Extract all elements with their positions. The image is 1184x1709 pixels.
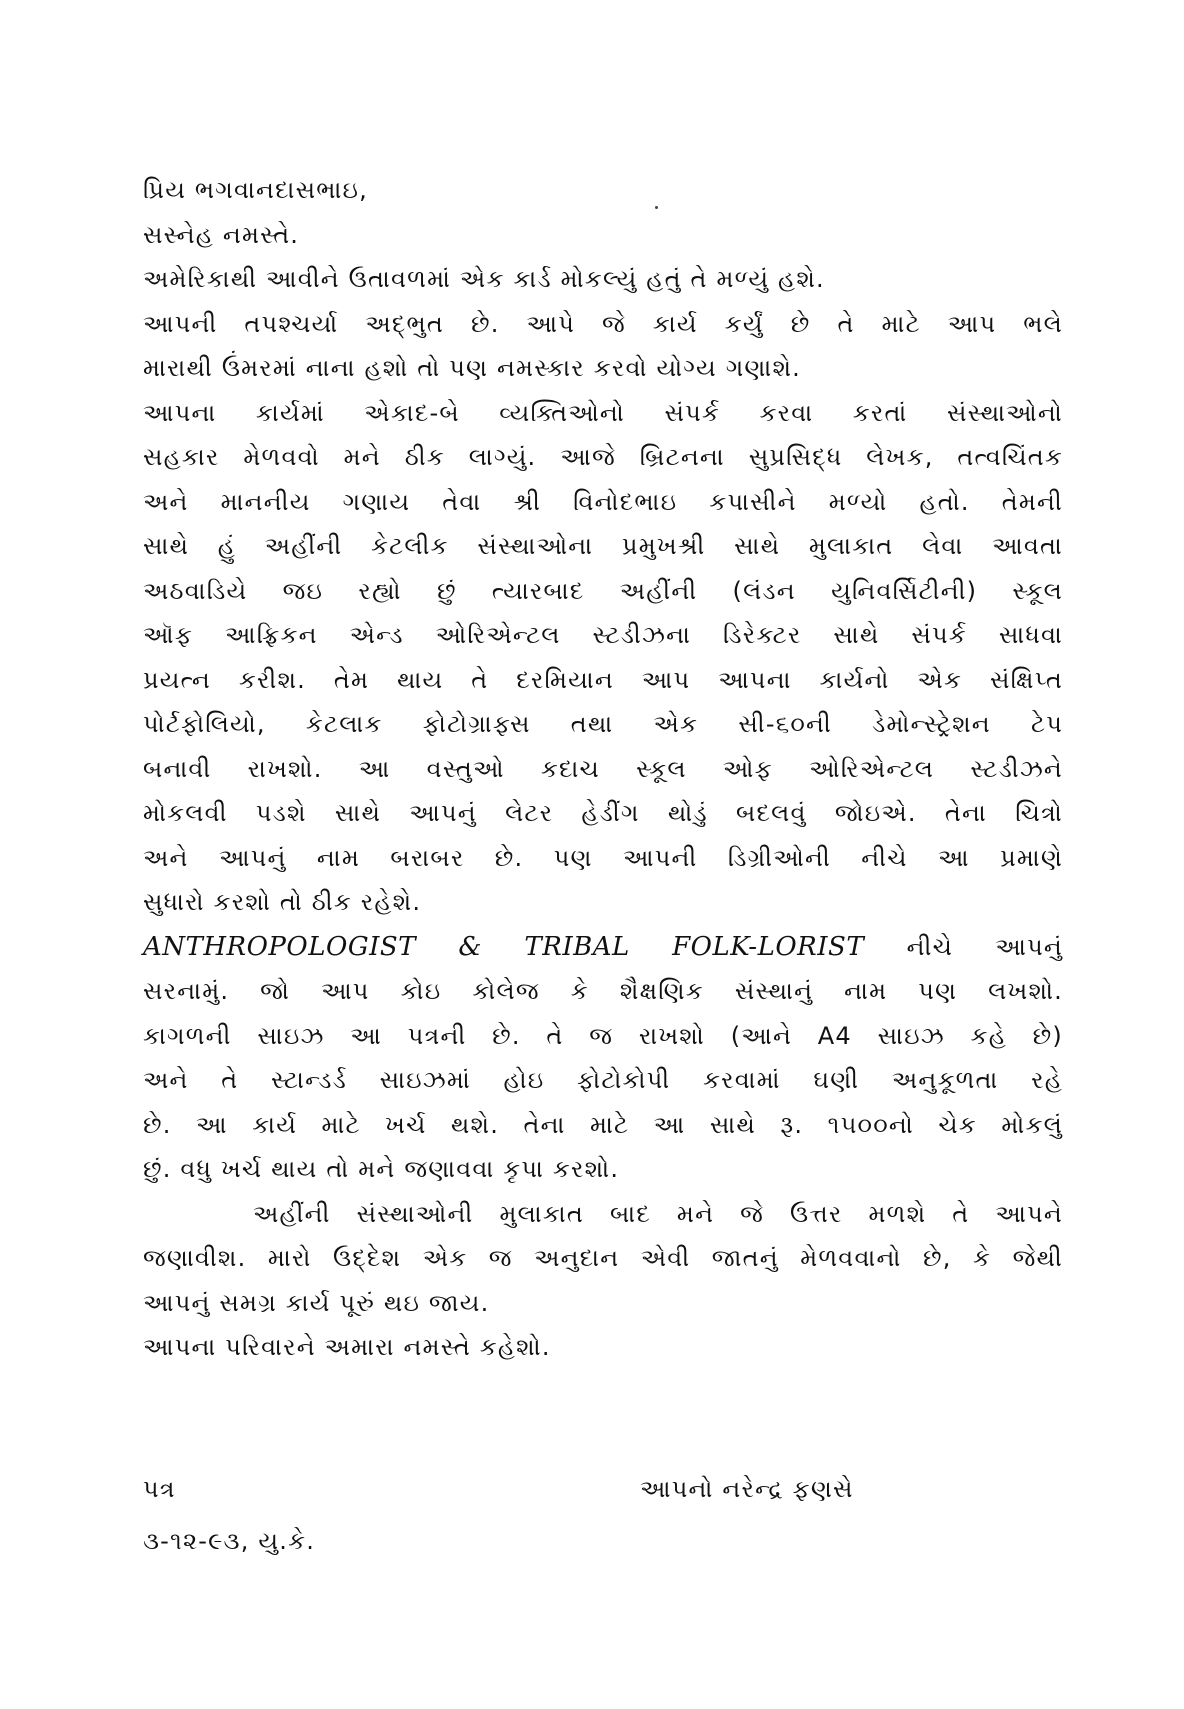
paragraph-3-line-1: અહીંની સંસ્થાઓની મુલાકાત બાદ મને જે ઉત્તર મળશે તે આપને (253, 1199, 1063, 1228)
footer-date: ૩-૧૨-૯૩, યુ.કે. (143, 1527, 316, 1555)
closing-line: આપના પરિવારને અમારા નમસ્તે કહેશો. (143, 1333, 551, 1361)
greeting: સસ્નેહ નમસ્તે. (143, 220, 300, 249)
paragraph-1-line-1: અમેરિકાથી આવીને ઉતાવળમાં એક કાર્ડ મોકલ્યું હતું તે મળ્યું હશે. (143, 265, 825, 293)
paragraph-1-line-11: પોર્ટફોલિયો, કેટલાક ફોટોગ્રાફ્સ તથા એક સી-૬૦ની ડેમોન્સ્ટ્રેશન ટેપ (143, 710, 1063, 738)
signature: આપનો નરેન્દ્ર ફણસે (640, 1475, 854, 1503)
paragraph-1-line-5: સહકાર મેળવવો મને ઠીક લાગ્યું. આજે બ્રિટનના સુપ્રસિદ્ધ લેખક, તત્વચિંતક (143, 443, 1063, 471)
paragraph-1-line-6: અને માનનીય ગણાય તેવા શ્રી વિનોદભાઇ કપાસીને મળ્યો હતો. તેમની (143, 487, 1063, 516)
paragraph-1-line-3: મારાથી ઉંમરમાં નાના હશો તો પણ નમસ્કાર કરવો યોગ્ય ગણાશે. (143, 354, 801, 382)
paragraph-2-line-1 (143, 925, 1063, 970)
paragraph-2-line-4: અને તે સ્ટાન્ડર્ડ સાઇઝમાં હોઇ ફોટોકોપી કરવામાં ઘણી અનુકૂળતા રહે (143, 1066, 1063, 1094)
paragraph-1-line-14: અને આપનું નામ બરાબર છે. પણ આપની ડિગ્રીઓની નીચે આ પ્રમાણે (143, 843, 1063, 872)
paragraph-1-line-15: સુધારો કરશો તો ઠીક રહેશે. (143, 888, 422, 916)
footer-label: પત્ર (143, 1475, 176, 1503)
paragraph-3-line-3: આપનું સમગ્ર કાર્ય પૂરું થઇ જાય. (143, 1288, 490, 1317)
designation-text: ANTHROPOLOGIST & TRIBAL FOLK-LORIST (143, 931, 865, 962)
paragraph-1-line-12: બનાવી રાખશો. આ વસ્તુઓ કદાચ સ્કૂલ ઓફ ઓરિએન્ટલ સ્ટડીઝને (143, 754, 1063, 783)
paragraph-1-line-8: અઠવાડિયે જઇ રહ્યો છું ત્યારબાદ અહીંની (લંડન યુનિવર્સિટીની) સ્કૂલ (143, 576, 1063, 605)
paragraph-2-line-2: સરનામું. જો આપ કોઇ કોલેજ કે શૈક્ષણિક સંસ્થાનું નામ પણ લખશો. (143, 977, 1063, 1005)
paragraph-2-line-5: છે. આ કાર્ય માટે ખર્ચ થશે. તેના માટે આ સાથે રૂ. ૧૫૦૦નો ચેક મોકલું (143, 1110, 1063, 1139)
designation-suffix: નીચે આપનું (906, 932, 1063, 961)
signature-block (640, 1463, 854, 1515)
footer-left (143, 1463, 315, 1567)
paragraph-1-line-7: સાથે હું અહીંની કેટલીક સંસ્થાઓના પ્રમુખશ્રી સાથે મુલાકાત લેવા આવતા (143, 532, 1063, 560)
paragraph-3-line-2: જણાવીશ. મારો ઉદ્દેશ એક જ અનુદાન એવી જાતનું મેળવવાનો છે, કે જેથી (143, 1244, 1063, 1272)
paragraph-1-line-2: આપની તપશ્ચર્યા અદ્ભુત છે. આપે જે કાર્ય કર્યું છે તે માટે આપ ભલે (143, 309, 1063, 338)
salutation: પ્રિય ભગવાનદાસભાઇ, (143, 176, 368, 204)
paragraph-1-line-4: આપના કાર્યમાં એકાદ-બે વ્યક્તિઓનો સંપર્ક કરવા કરતાં સંસ્થાઓનો (143, 398, 1063, 427)
paragraph-2-line-6: છું. વધુ ખર્ચ થાય તો મને જણાવવા કૃપા કરશો. (143, 1155, 620, 1183)
paragraph-2-line-3: કાગળની સાઇઝ આ પત્રની છે. તે જ રાખશો (આને A4 સાઇઝ કહે છે) (143, 1021, 1063, 1050)
paragraph-1-line-10: પ્રયત્ન કરીશ. તેમ થાય તે દરમિયાન આપ આપના કાર્યનો એક સંક્ષિપ્ત (143, 665, 1063, 694)
paragraph-1-line-9: ઑફ આફ્રિકન એન્ડ ઓરિએન્ટલ સ્ટડીઝના ડિરેક્ટર સાથે સંપર્ક સાધવા (143, 621, 1063, 649)
paragraph-1-line-13: મોકલવી પડશે સાથે આપનું લેટર હેડીંગ થોડું બદલવું જોઇએ. તેના ચિત્રો (143, 799, 1063, 827)
letter-body (143, 168, 1063, 1370)
